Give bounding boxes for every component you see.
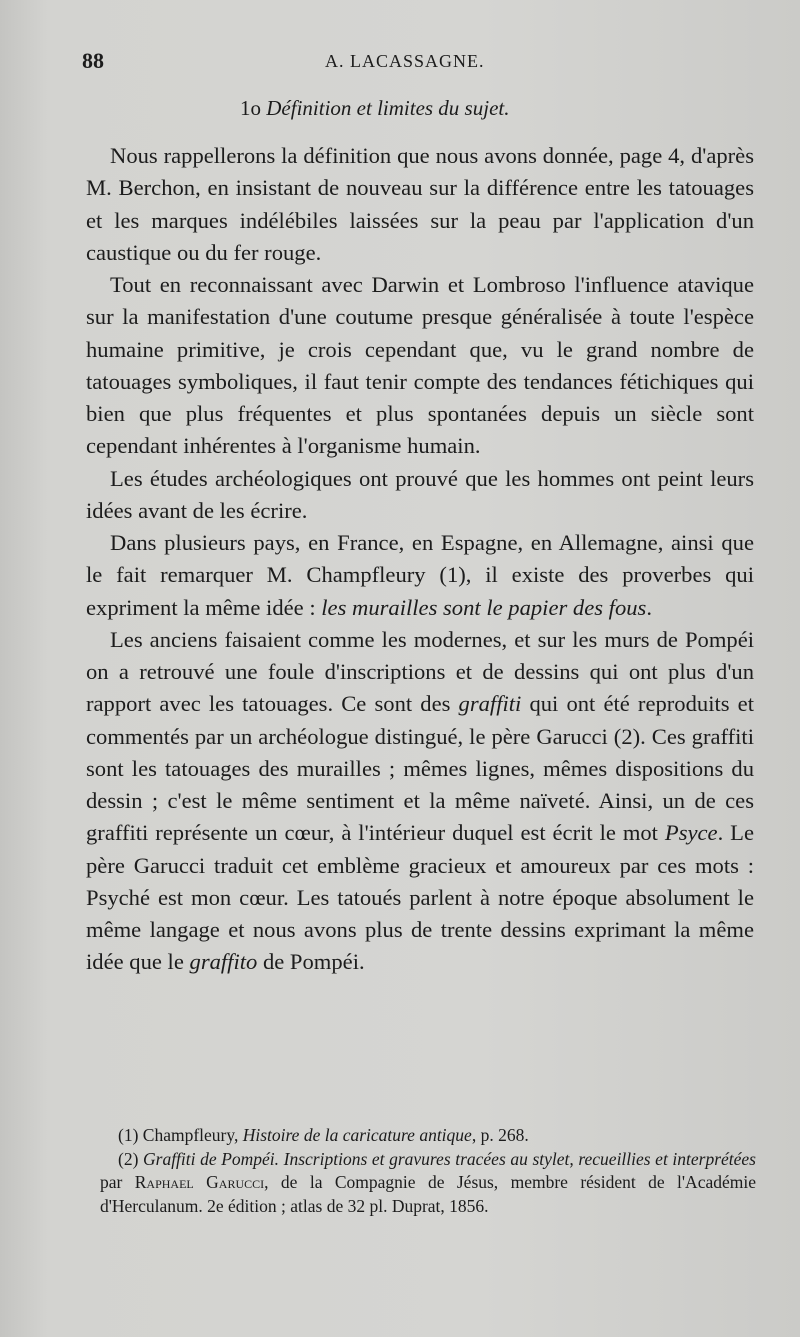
paragraph-3: Les études archéologiques ont prouvé que les hommes ont peint leurs idées avant de les écrire. xyxy=(86,465,754,523)
footnote-2-mark: (2) xyxy=(118,1148,139,1169)
paragraph-5-part-a: Les anciens faisaient comme les modernes, et sur les murs de Pompéi on a retrouvé une foule d'inscriptions et de dessins qui ont plus d'un rapport avec les tatouages. Ce sont des xyxy=(86,626,754,717)
paragraph-4-quote: les murailles sont le papier des fous xyxy=(321,594,647,620)
paragraph-5-italic-graffito: graffito xyxy=(189,949,258,975)
paragraph-5-part-c: . Le père Garucci traduit cet emblème gracieux et amoureux par ces mots : Psyché est mon cœur. Les tatoués parlent à notre époque absolument le même langage et nous avons plus de trente dessins exprimant la même idée que le xyxy=(86,820,754,975)
footnotes xyxy=(100,1124,756,1218)
paragraph-4-end: . xyxy=(646,594,653,620)
paragraph-5-italic-graffiti: graffiti xyxy=(458,691,522,717)
footnote-2-end: , de la Compagnie de Jésus, membre résident de l'Académie d'Herculanum. 2e édition ; atlas de 32 pl. Duprat, 1856. xyxy=(100,1172,756,1216)
body-text xyxy=(86,140,754,979)
section-number: 1o xyxy=(240,96,261,120)
footnote-2 xyxy=(100,1148,756,1219)
footnote-1-mark: (1) xyxy=(118,1125,139,1145)
paragraph-2: Tout en reconnaissant avec Darwin et Lombroso l'influence atavique sur la manifestation d'une coutume presque généralisée à toute l'espèce humaine primitive, je crois cependant que, vu le grand nombre de tatouages symboliques, il faut tenir compte des tendances fétichiques qui bien que plus fréquentes et plus spontanées depuis un siècle sont cependant inhérentes à l'organisme humain. xyxy=(86,272,754,459)
footnote-2-title: Graffiti de Pompéi. Inscriptions et gravures tracées au stylet, recueillies et interprétées xyxy=(138,1148,756,1169)
footnote-1-end: , p. 268. xyxy=(471,1125,529,1145)
paragraph-1: Nous rappellerons la définition que nous avons donnée, page 4, d'après M. Berchon, en insistant de nouveau sur la différence entre les tatouages et les marques indélébiles laissées sur la peau par l'application d'un caustique ou du fer rouge. xyxy=(86,143,754,265)
footnote-2-mid: par xyxy=(100,1172,135,1192)
footnote-2-author: Raphael Garucci xyxy=(134,1172,265,1192)
section-title xyxy=(240,96,509,121)
paragraph-5 xyxy=(86,624,754,979)
paragraph-4 xyxy=(86,527,754,624)
paragraph-5-part-b: qui ont été reproduits et commentés par un archéologue distingué, le père Garucci (2). Ces graffiti sont les tatouages des murailles ; mêmes lignes, mêmes dispositions du dessin ; c'est le même sentiment et la même naïveté. Ainsi, un de ces graffiti représente un cœur, à l'intérieur duquel est écrit le mot xyxy=(86,691,754,846)
page-number: 88 xyxy=(82,48,104,73)
section-title-text: Définition et limites du sujet. xyxy=(266,96,510,120)
paragraph-5-italic-psyce: Psyce xyxy=(664,820,718,846)
page-header xyxy=(82,48,702,78)
paragraph-4-text: Dans plusieurs pays, en France, en Espagne, en Allemagne, ainsi que le fait remarquer M. Champfleury (1), il existe des proverbes qui expriment la même idée : xyxy=(86,530,754,620)
footnote-1 xyxy=(100,1124,756,1148)
paragraph-5-part-d: de Pompéi. xyxy=(257,949,365,975)
running-head: A. LACASSAGNE. xyxy=(325,51,485,71)
footnote-1-text: Champfleury, xyxy=(138,1125,243,1145)
footnote-1-title: Histoire de la caricature antique xyxy=(242,1125,472,1145)
